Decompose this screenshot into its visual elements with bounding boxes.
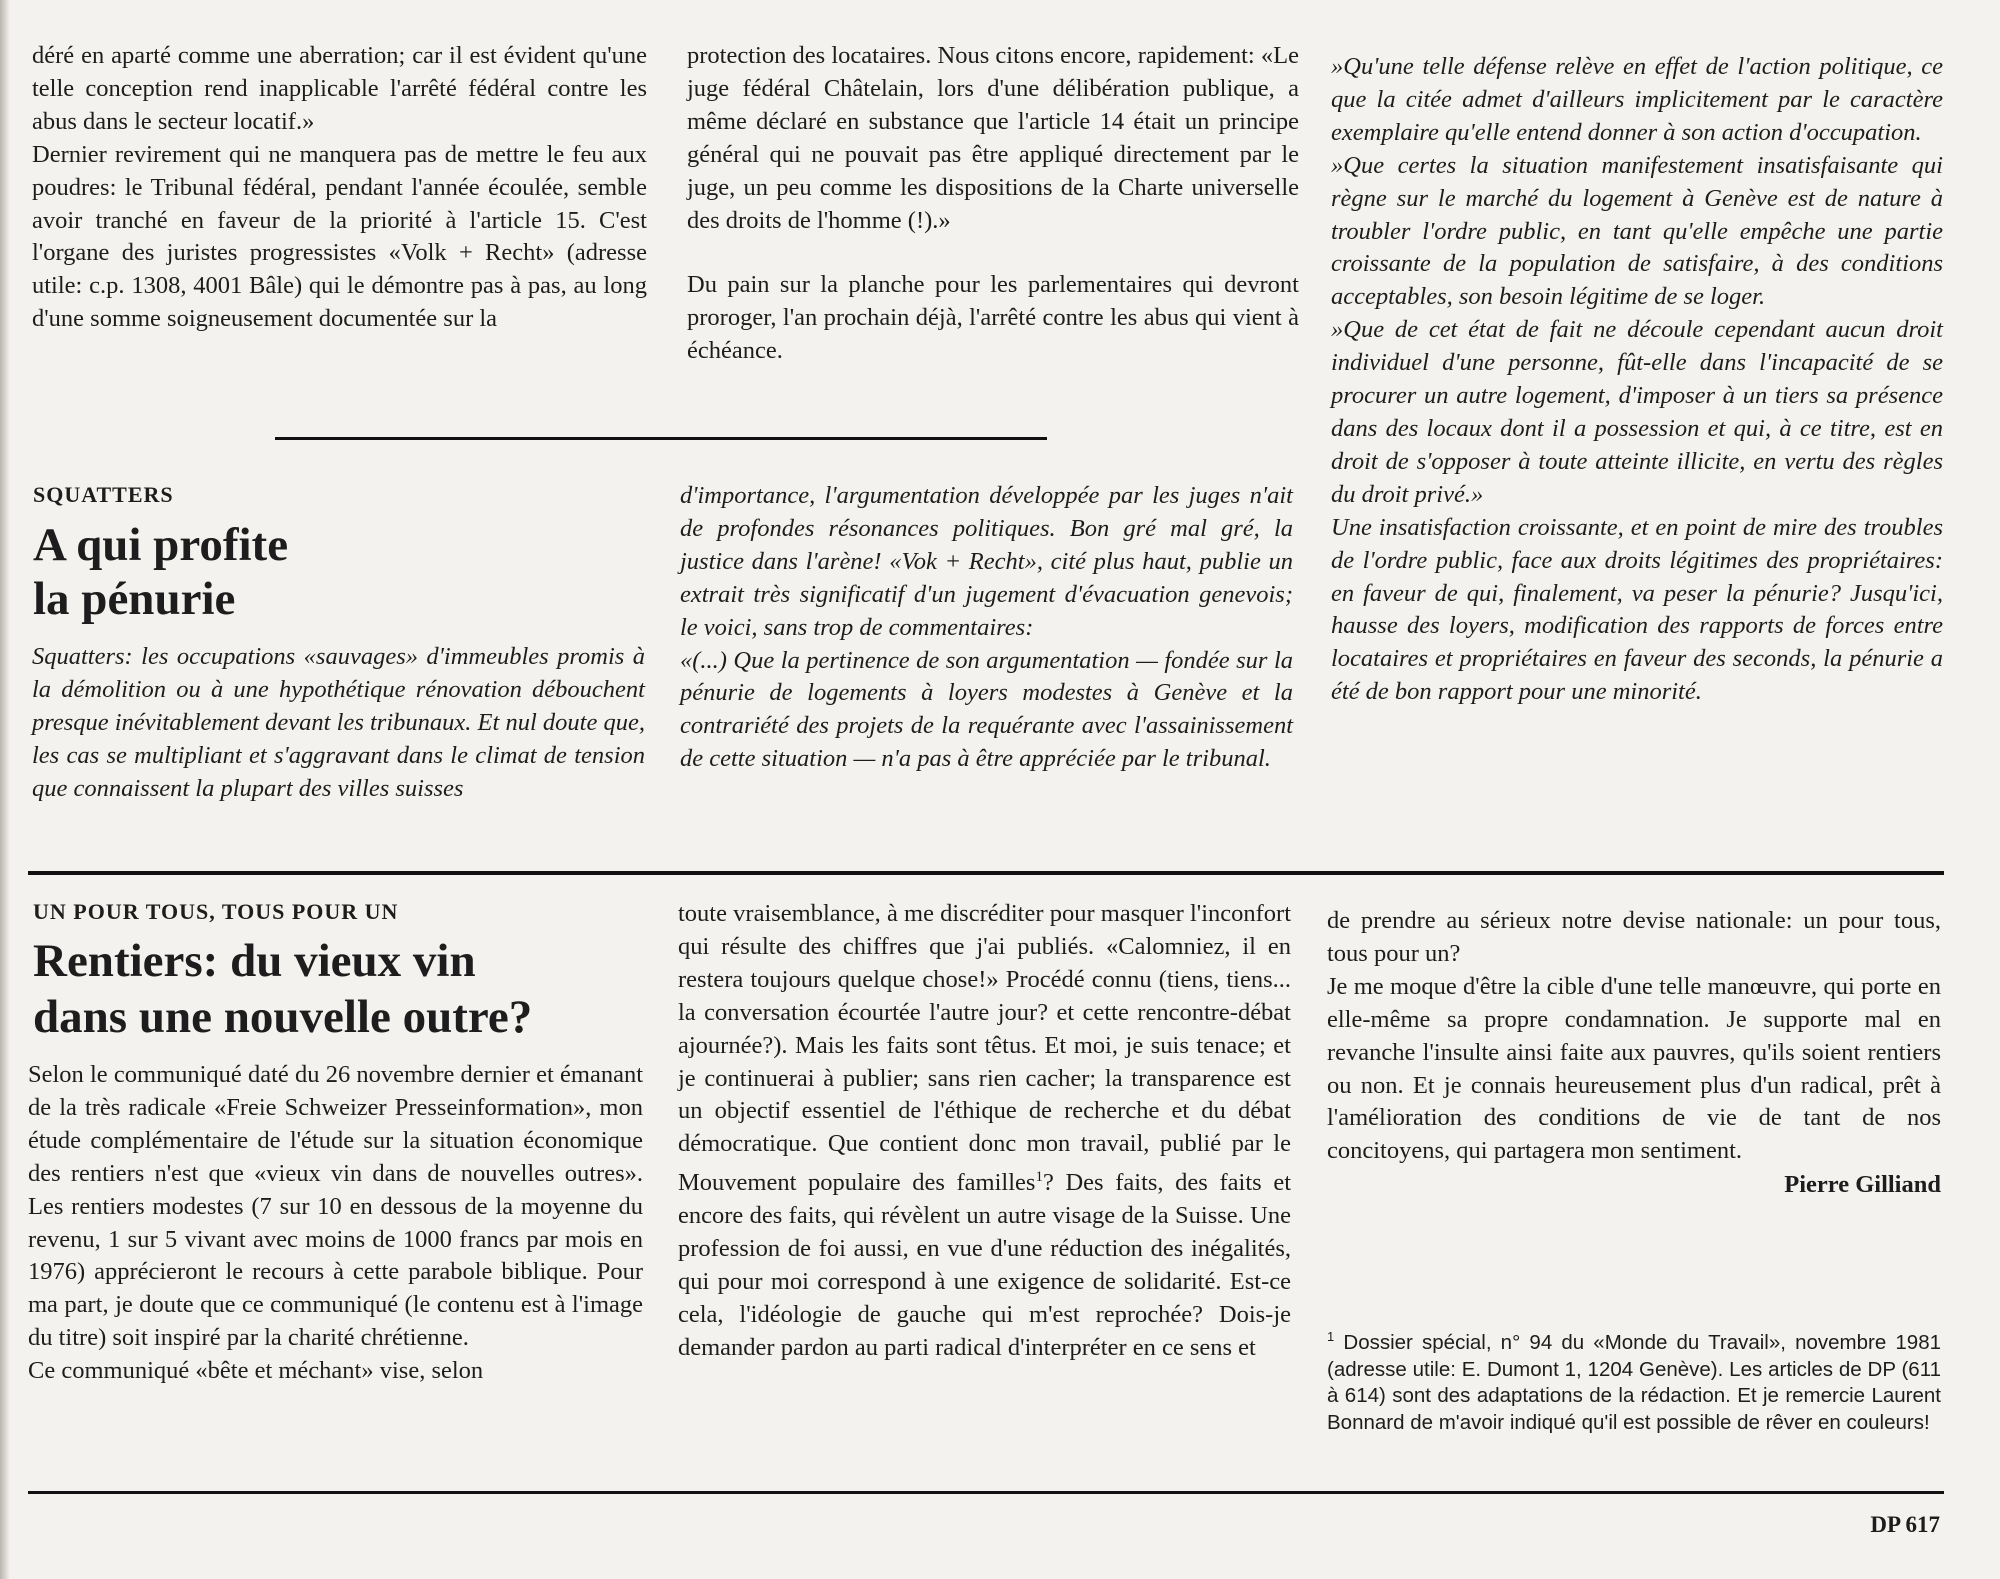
top-column-2 (687, 40, 1299, 368)
squatters-column-2 (680, 480, 1293, 776)
squatters-column-1 (32, 641, 645, 806)
squatters-kicker: SQUATTERS (33, 482, 174, 507)
rentiers-column-2 (678, 898, 1291, 1365)
bottom-rule (28, 1491, 1944, 1494)
footnote-reference: 1 (1035, 1169, 1043, 1186)
squatters-col1-paragraph: Squatters: les occupations «sauvages» d'immeubles promis à la démolition ou à une hypothétique rénovation débouchent presque inévitablement devant les tribunaux. Et nul doute que, les cas se multipliant et s'aggravant dans le climat de tension que connaissent la plupart des villes suisses (32, 643, 645, 802)
squatters-col2-paragraph-2: «(...) Que la pertinence de son argumentation — fondée sur la pénurie de logements à loyers modestes à Genève et la contrariété des projets de la requérante avec l'assainissement de cette situation — n'a pas à être appréciée par le tribunal. (680, 646, 1293, 773)
top-col1-paragraph-1: déré en aparté comme une aberration; car il est évident qu'une telle conception rend inapplicable l'arrêté fédéral contre les abus dans le secteur locatif.» (32, 42, 647, 135)
rentiers-col2-text-part-1: toute vraisemblance, à me discréditer pour masquer l'inconfort qui résulte des chiffres que j'ai publiés. «Calomniez, il en restera toujours quelque chose!» Procédé connu (tiens, tiens... la conversation écourtée l'autre jour? et cette rencontre-débat ajournée?). Mais les faits sont têtus. Et moi, je suis tenace; et je continuerai à publier; sans rien cacher; la transparence est un objectif essentiel de l'éthique de recherche et du débat démocratique. Que contient donc mon travail, publié par le Mouvement populaire des familles (678, 900, 1291, 1197)
footnote-mark: 1 (1327, 1329, 1335, 1344)
page-edge-shadow (0, 0, 10, 1579)
rentiers-column-3 (1327, 905, 1941, 1201)
section-divider-full (28, 871, 1944, 875)
footnote-block (1327, 1324, 1941, 1437)
squatters-col2-paragraph-1: d'importance, l'argumentation développée par les juges n'ait de profondes résonances politiques. Bon gré mal gré, la justice dans l'arène! «Vok + Recht», cité plus haut, publie un extrait très significatif d'un jugement d'évacuation genevois; le voici, sans trop de commentaires: (680, 482, 1293, 641)
squatters-col3-paragraph-2: »Que certes la situation manifestement insatisfaisante qui règne sur le marché du logement à Genève est de nature à troubler l'ordre public, en tant qu'elle empêche une partie croissante de la population de satisfaire, à des conditions acceptables, son besoin légitime de se loger. (1331, 151, 1943, 311)
rentiers-headline-line-1: Rentiers: du vieux vin (33, 935, 476, 987)
rentiers-headline-line-2: dans une nouvelle outre? (33, 991, 533, 1043)
squatters-headline-line-2: la pénurie (33, 573, 236, 625)
squatters-col3-paragraph-4: Une insatisfaction croissante, et en point de mire des troubles de l'ordre public, face aux droits légitimes des propriétaires: en faveur de qui, finalement, va peser la pénurie? Jusqu'ici, hausse des loyers, modification des rapports de forces entre locataires et propriétaires en faveur des seconds, la pénurie a été de bon rapport pour une minorité. (1331, 513, 1943, 706)
top-column-1 (32, 40, 647, 336)
top-col2-paragraph-2: Du pain sur la planche pour les parlementaires qui devront proroger, l'an prochain déjà, l'arrêté contre les abus qui vient à échéance. (687, 271, 1299, 365)
rentiers-col1-paragraph-2: Ce communiqué «bête et méchant» vise, selon (28, 1357, 484, 1385)
squatters-col3-paragraph-1: »Qu'une telle défense relève en effet de l'action politique, ce que la citée admet d'ailleurs implicitement par le caractère exemplaire qu'elle entend donner à son action d'occupation. (1331, 53, 1943, 146)
page-reference: DP 617 (1870, 1512, 1940, 1537)
rentiers-kicker: UN POUR TOUS, TOUS POUR UN (33, 899, 399, 924)
rentiers-col2-text-part-2: ? Des faits, des faits et encore des faits, qui révèlent un autre visage de la Suisse. Une profession de foi aussi, en vue d'une réduction des inégalités, qui pour moi correspond à une exigence de solidarité. Est-ce cela, l'idéologie de gauche qui m'est reprochée? Dois-je demander pardon au parti radical d'interpréter en ce sens et (678, 1169, 1291, 1361)
rentiers-col1-paragraph-1: Selon le communiqué daté du 26 novembre dernier et émanant de la très radicale «Freie Schweizer Presseinformation», mon étude complémentaire de l'étude sur la situation économique des rentiers n'est que «vieux vin dans de nouvelles outres». Les rentiers modestes (7 sur 10 en dessous de la moyenne du revenu, 1 sur 5 vivant avec moins de 1000 francs par mois en 1976) apprécieront le recours à cette parabole biblique. Pour ma part, je doute que ce communiqué (le contenu est à l'image du titre) soit inspiré par la charité chrétienne. (28, 1061, 643, 1352)
rentiers-col3-paragraph-2: Je me moque d'être la cible d'une telle manœuvre, qui porte en elle-même sa propre condamnation. Je supporte mal en revanche l'insulte ainsi faite aux pauvres, qu'ils soient rentiers ou non. Et je connais heureusement plus d'un radical, prêt à l'amélioration des conditions de vie de tant de nos concitoyens, qui partagera mon sentiment. (1327, 972, 1941, 1165)
squatters-column-3 (1331, 51, 1943, 709)
footnote-text (1327, 1324, 1941, 1437)
rentiers-col3-paragraph-1: de prendre au sérieux notre devise nationale: un pour tous, tous pour un? (1327, 907, 1941, 967)
squatters-col3-paragraph-3: »Que de cet état de fait ne découle cependant aucun droit individuel d'une personne, fût-elle dans l'incapacité de se procurer un autre logement, d'imposer à un tiers sa présence dans des locaux dont il a possession et qui, à ce titre, est en droit de s'opposer à toute atteinte illicite, en vertu des règles du droit privé.» (1331, 316, 1943, 508)
rentiers-col2-paragraph (678, 898, 1291, 1365)
author-signature: Pierre Gilliand (1784, 1171, 1941, 1199)
rentiers-column-1 (28, 1059, 643, 1388)
footnote-body: Dossier spécial, n° 94 du «Monde du Travail», novembre 1981 (adresse utile: E. Dumont 1, 1204 Genève). Les articles de DP (611 à 614) sont des adaptations de la rédaction. Et je remercie Laurent Bonnard de m'avoir indiqué qu'il est possible de rêver en couleurs! (1327, 1330, 1941, 1434)
section-divider-short (275, 437, 1047, 440)
top-col1-paragraph-2: Dernier revirement qui ne manquera pas de mettre le feu aux poudres: le Tribunal fédéral, pendant l'année écoulée, semble avoir tranché en faveur de la priorité à l'article 15. C'est l'organe des juristes progressistes «Volk + Recht» (adresse utile: c.p. 1308, 4001 Bâle) qui le démontre pas à pas, au long d'une somme soigneusement documentée sur la (32, 140, 647, 333)
top-col2-paragraph-1: protection des locataires. Nous citons encore, rapidement: «Le juge fédéral Châtelain, lors d'une délibération publique, a même déclaré en substance que l'article 14 était un principe général qui ne pouvait pas être appliqué directement par le juge, un peu comme les dispositions de la Charte universelle des droits de l'homme (!).» (687, 42, 1299, 234)
squatters-headline-line-1: A qui profite (33, 519, 289, 571)
